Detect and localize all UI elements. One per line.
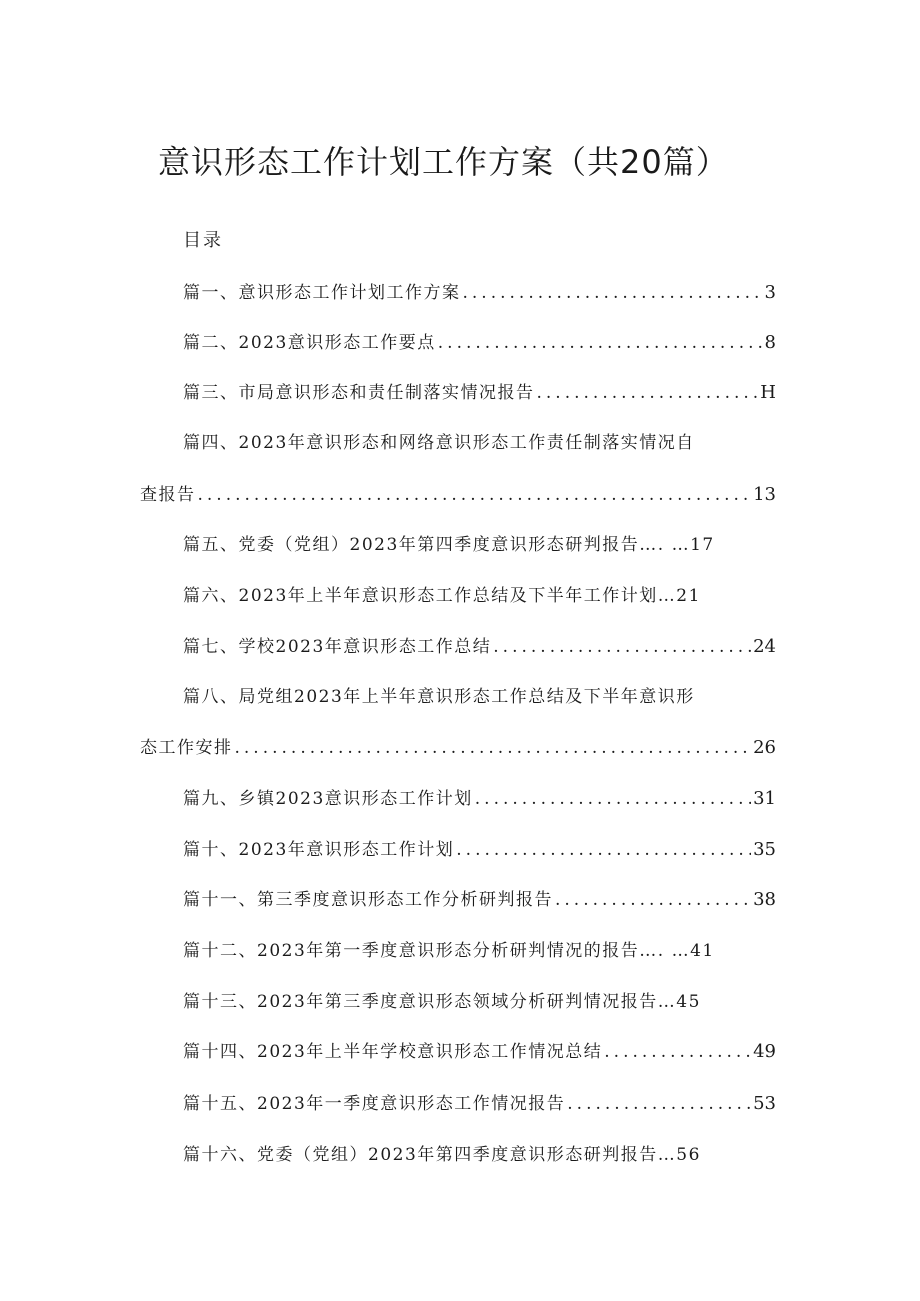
toc-entry-page-number: 24 <box>753 636 776 657</box>
toc-entry[interactable] <box>183 378 776 408</box>
toc-leader-dots <box>438 328 763 358</box>
toc-entry-page-number: 35 <box>753 839 776 860</box>
toc-entry-page-number: 8 <box>764 332 776 353</box>
toc-entry-label: 篇十五、2023年一季度意识形态工作情况报告 <box>183 1094 566 1114</box>
toc-entry[interactable] <box>183 835 776 865</box>
toc-entry[interactable] <box>183 936 776 966</box>
toc-entry[interactable] <box>183 784 776 814</box>
toc-entry[interactable] <box>183 530 776 560</box>
toc-entry[interactable] <box>183 987 776 1017</box>
toc-entry-label: 篇十三、2023年第三季度意识形态领域分析研判情况报告…45 <box>183 992 701 1012</box>
toc-entry-page-number: 53 <box>753 1093 776 1114</box>
toc-entry-label: 篇十四、2023年上半年学校意识形态工作情况总结 <box>183 1042 603 1062</box>
toc-leader-dots <box>456 835 751 865</box>
toc-entry-label: 篇三、市局意识形态和责任制落实情况报告 <box>183 383 535 403</box>
toc-leader-dots <box>604 1037 751 1067</box>
toc-entry-label: 篇七、学校2023年意识形态工作总结 <box>183 637 492 657</box>
toc-leader-dots <box>235 733 752 763</box>
toc-entry-label: 篇一、意识形态工作计划工作方案 <box>183 283 461 303</box>
page-title: 意识形态工作计划工作方案（共20篇） <box>158 143 729 181</box>
toc-entry-page-number: 31 <box>753 788 776 809</box>
toc-entry[interactable] <box>183 581 776 611</box>
toc-entry[interactable] <box>183 278 776 308</box>
toc-entry-label: 篇二、2023意识形态工作要点 <box>183 333 436 353</box>
toc-entry[interactable] <box>140 480 776 510</box>
toc-leader-dots <box>567 1089 751 1119</box>
toc-entry-label: 篇八、局党组2023年上半年意识形态工作总结及下半年意识形 <box>183 687 695 707</box>
toc-entry-label: 态工作安排 <box>140 738 233 758</box>
toc-entry-label: 篇十二、2023年第一季度意识形态分析研判情况的报告…. …41 <box>183 941 715 961</box>
toc-entry-label: 篇九、乡镇2023意识形态工作计划 <box>183 789 473 809</box>
toc-entry-page-number: 38 <box>753 889 776 910</box>
toc-entry-label: 篇四、2023年意识形态和网络意识形态工作责任制落实情况自 <box>183 433 695 453</box>
toc-entry[interactable] <box>183 428 776 458</box>
toc-entry-page-number: 49 <box>753 1041 776 1062</box>
toc-leader-dots <box>555 885 751 915</box>
toc-entry-label: 篇六、2023年上半年意识形态工作总结及下半年工作计划…21 <box>183 586 701 606</box>
toc-entry-label: 篇十一、第三季度意识形态工作分析研判报告 <box>183 890 553 910</box>
toc-entry[interactable] <box>140 733 776 763</box>
toc-entry-label: 篇五、党委（党组）2023年第四季度意识形态研判报告…. …17 <box>183 535 715 555</box>
toc-entry-label: 篇十、2023年意识形态工作计划 <box>183 840 455 860</box>
toc-entry-page-number: H <box>760 382 776 403</box>
toc-entry[interactable] <box>183 682 776 712</box>
toc-entry[interactable] <box>183 885 776 915</box>
toc-heading: 目录 <box>183 230 223 251</box>
toc-entry-label: 篇十六、党委（党组）2023年第四季度意识形态研判报告…56 <box>183 1145 701 1165</box>
toc-entry[interactable] <box>183 1089 776 1119</box>
toc-entry-page-number: 26 <box>753 737 776 758</box>
toc-entry[interactable] <box>183 328 776 358</box>
toc-leader-dots <box>463 278 763 308</box>
toc-entry[interactable] <box>183 632 776 662</box>
toc-entry[interactable] <box>183 1037 776 1067</box>
toc-entry-page-number: 13 <box>753 484 776 505</box>
toc-entry-label: 查报告 <box>140 485 196 505</box>
toc-entry[interactable] <box>183 1140 776 1170</box>
toc-leader-dots <box>475 784 751 814</box>
toc-leader-dots <box>493 632 751 662</box>
toc-leader-dots <box>198 480 752 510</box>
toc-entry-page-number: 3 <box>764 282 776 303</box>
toc-leader-dots <box>537 378 759 408</box>
